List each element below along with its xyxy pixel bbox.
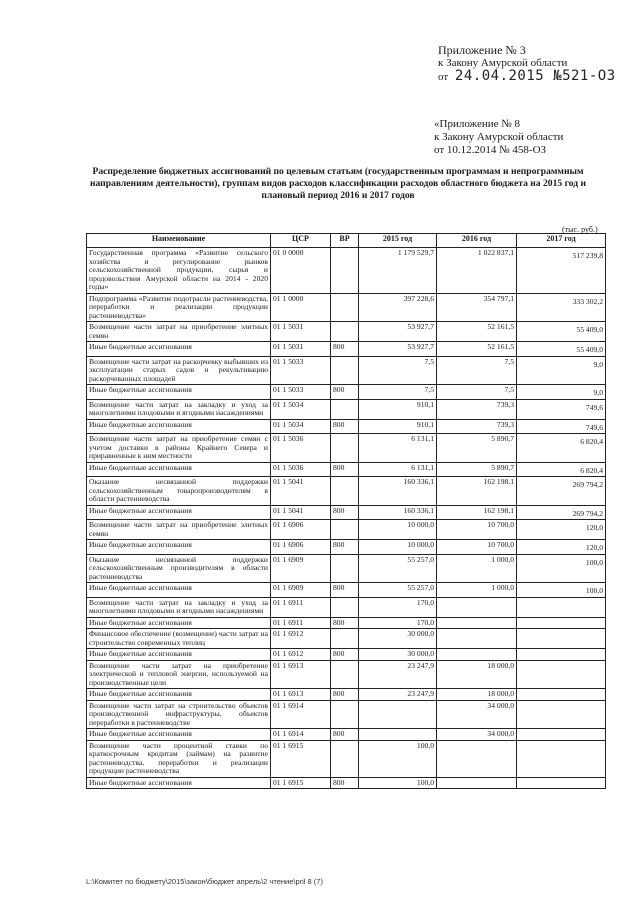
row-vr: 800 — [331, 583, 359, 598]
row-2016: 34 000,0 — [437, 729, 517, 741]
row-2017: 120,0 — [517, 540, 606, 555]
row-vr: 800 — [331, 689, 359, 701]
table-row — [87, 597, 606, 617]
date-prefix: от — [438, 71, 449, 83]
row-2017 — [517, 689, 606, 701]
row-csr: 01 1 6906 — [271, 520, 331, 540]
row-vr — [331, 597, 359, 617]
row-csr: 01 1 6912 — [271, 629, 331, 649]
row-2016 — [437, 649, 517, 661]
date-stamp: 24.04.2015 №521-ОЗ — [454, 68, 616, 84]
row-2017: 749,6 — [517, 399, 606, 419]
row-vr — [331, 700, 359, 729]
appendix-3-label: Приложение № 3 — [438, 43, 526, 57]
row-csr: 01 1 6911 — [271, 617, 331, 629]
row-2016 — [437, 617, 517, 629]
row-name: Возмещение части процентной ставки по краткосрочным кредитам (займам) на развитие растениеводства, переработки и реализации продукции растениеводства — [87, 740, 271, 777]
row-name: Иные бюджетные ассигнования — [87, 617, 271, 629]
table-row — [87, 520, 606, 540]
budget-table — [86, 233, 606, 789]
col-header-name: Наименование — [87, 234, 271, 248]
row-csr: 01 1 6914 — [271, 700, 331, 729]
row-2016: 10 700,0 — [437, 520, 517, 540]
row-csr: 01 1 6915 — [271, 740, 331, 777]
row-2017 — [517, 740, 606, 777]
row-2016: 1 000,0 — [437, 583, 517, 598]
row-2015: 910,1 — [359, 419, 437, 434]
table-row — [87, 385, 606, 400]
row-vr: 800 — [331, 729, 359, 741]
row-name: Иные бюджетные ассигнования — [87, 689, 271, 701]
row-2017: 9,0 — [517, 356, 606, 385]
row-2016: 354 797,1 — [437, 293, 517, 322]
row-csr: 01 1 6915 — [271, 777, 331, 789]
row-2016: 739,3 — [437, 399, 517, 419]
row-2016: 162 198,1 — [437, 477, 517, 506]
row-2017 — [517, 629, 606, 649]
row-name: Возмещение части затрат на закладку и уход за многолетними плодовыми и ягодными насаждениями — [87, 597, 271, 617]
row-name: Иные бюджетные ассигнования — [87, 419, 271, 434]
document-title: Распределение бюджетных ассигнований по целевым статьям (государственным программам и непрограммным направлениям деятельности), группам видов расходов классификации расходов областного бюджета на 2015 год и плановый период 2016 и 2017 годов — [89, 166, 587, 201]
col-header-csr: ЦСР — [271, 234, 331, 248]
row-2015: 170,0 — [359, 617, 437, 629]
row-2016: 1 000,0 — [437, 554, 517, 583]
row-csr: 01 0 0000 — [271, 248, 331, 294]
row-2016: 162 198,1 — [437, 505, 517, 520]
row-csr: 01 1 6911 — [271, 597, 331, 617]
row-2017: 55 409,0 — [517, 342, 606, 357]
row-2015: 6 131,1 — [359, 462, 437, 477]
row-2017 — [517, 649, 606, 661]
row-vr — [331, 293, 359, 322]
row-name: Иные бюджетные ассигнования — [87, 342, 271, 357]
row-csr: 01 1 5036 — [271, 434, 331, 463]
row-name: Возмещение части затрат на закладку и уход за многолетними плодовыми и ягодными насаждениями — [87, 399, 271, 419]
appendix-8-label: «Приложение № 8 — [434, 118, 521, 130]
row-vr: 800 — [331, 777, 359, 789]
table-row — [87, 777, 606, 789]
row-vr — [331, 629, 359, 649]
row-2015: 10 000,0 — [359, 520, 437, 540]
table-body — [87, 248, 606, 789]
row-2017: 517 239,8 — [517, 248, 606, 294]
row-2016: 739,3 — [437, 419, 517, 434]
row-2015: 100,0 — [359, 740, 437, 777]
table-row — [87, 629, 606, 649]
row-vr — [331, 322, 359, 342]
table-row — [87, 356, 606, 385]
col-header-2016: 2016 год — [437, 234, 517, 248]
row-2017: 269 794,2 — [517, 477, 606, 506]
row-2015: 160 336,1 — [359, 477, 437, 506]
appendix-8-header — [434, 118, 563, 157]
row-csr: 01 1 5031 — [271, 322, 331, 342]
row-vr: 800 — [331, 419, 359, 434]
row-csr: 01 1 0000 — [271, 293, 331, 322]
row-vr: 800 — [331, 617, 359, 629]
row-2015: 397 228,6 — [359, 293, 437, 322]
row-2015: 100,0 — [359, 777, 437, 789]
row-name: Иные бюджетные ассигнования — [87, 385, 271, 400]
table-row — [87, 399, 606, 419]
table-row — [87, 729, 606, 741]
row-vr — [331, 399, 359, 419]
col-header-2015: 2015 год — [359, 234, 437, 248]
row-2015: 55 257,0 — [359, 583, 437, 598]
row-name: Оказание несвязанной поддержки сельскохозяйственным товаропроизводителям в области растениеводства — [87, 477, 271, 506]
row-name: Возмещение части затрат на приобретение семян с учетом доставки в районы Крайнего Севера и приравненные к ним местности — [87, 434, 271, 463]
row-2015: 10 000,0 — [359, 540, 437, 555]
law-date-2: от 10.12.2014 № 458-ОЗ — [434, 144, 547, 156]
row-name: Иные бюджетные ассигнования — [87, 649, 271, 661]
col-header-2017: 2017 год — [517, 234, 606, 248]
row-2016: 7,5 — [437, 356, 517, 385]
row-2016: 52 161,5 — [437, 342, 517, 357]
row-2017 — [517, 700, 606, 729]
table-row — [87, 540, 606, 555]
row-name: Возмещение части затрат на раскорчевку выбывших из эксплуатации старых садов и рекультивацию раскорчеванных площадей — [87, 356, 271, 385]
row-2017 — [517, 777, 606, 789]
row-2015: 53 927,7 — [359, 342, 437, 357]
row-csr: 01 1 5041 — [271, 505, 331, 520]
table-row — [87, 583, 606, 598]
appendix-3-header — [438, 44, 616, 84]
row-2015: 7,5 — [359, 385, 437, 400]
row-2017: 55 409,0 — [517, 322, 606, 342]
row-2015: 55 257,0 — [359, 554, 437, 583]
units-label: (тыс. руб.) — [562, 225, 598, 234]
row-csr: 01 1 5034 — [271, 419, 331, 434]
row-2016: 52 161,5 — [437, 322, 517, 342]
row-vr — [331, 356, 359, 385]
row-vr: 800 — [331, 462, 359, 477]
row-2017: 749,6 — [517, 419, 606, 434]
row-csr: 01 1 5033 — [271, 385, 331, 400]
row-vr — [331, 477, 359, 506]
row-name: Государственная программа «Развитие сельского хозяйства и регулирование рынков сельскохозяйственной продукции, сырья и продовольствия Амурской области на 2014 - 2020 годы» — [87, 248, 271, 294]
row-2015: 23 247,9 — [359, 689, 437, 701]
table-row — [87, 477, 606, 506]
row-2016: 18 000,0 — [437, 689, 517, 701]
row-csr: 01 1 6909 — [271, 583, 331, 598]
row-2015: 53 927,7 — [359, 322, 437, 342]
row-2015 — [359, 729, 437, 741]
row-2015: 910,1 — [359, 399, 437, 419]
row-vr — [331, 520, 359, 540]
row-2015: 30 000,0 — [359, 649, 437, 661]
row-2015: 30 000,0 — [359, 629, 437, 649]
row-csr: 01 1 6906 — [271, 540, 331, 555]
row-csr: 01 1 5041 — [271, 477, 331, 506]
row-name: Подпрограмма «Развитие подотрасли растениеводства, переработки и реализации продукции растениеводства» — [87, 293, 271, 322]
table-row — [87, 434, 606, 463]
file-path-footer: L:\Комитет по бюджету\2015\закон\бюджет апрель\2 чтение\pril 8 (7) — [86, 877, 323, 886]
table-row — [87, 554, 606, 583]
row-vr — [331, 434, 359, 463]
row-2017: 100,0 — [517, 554, 606, 583]
row-2017: 333 302,2 — [517, 293, 606, 322]
row-2015: 1 179 529,7 — [359, 248, 437, 294]
table-row — [87, 505, 606, 520]
row-csr: 01 1 6914 — [271, 729, 331, 741]
row-vr: 800 — [331, 342, 359, 357]
row-name: Возмещение части затрат на приобретение элитных семян — [87, 322, 271, 342]
table-row — [87, 689, 606, 701]
row-vr: 800 — [331, 649, 359, 661]
row-name: Оказание несвязанной поддержки сельскохозяйственным производителям в области растениеводства — [87, 554, 271, 583]
table-header-row — [87, 234, 606, 248]
row-2016: 7,5 — [437, 385, 517, 400]
row-vr — [331, 740, 359, 777]
row-vr — [331, 248, 359, 294]
law-date-line — [438, 70, 616, 84]
row-2016: 1 022 837,1 — [437, 248, 517, 294]
table-row — [87, 248, 606, 294]
row-2015: 160 336,1 — [359, 505, 437, 520]
row-name: Финансовое обеспечение (возмещение) части затрат на строительство современных теплиц — [87, 629, 271, 649]
row-2017: 6 820,4 — [517, 462, 606, 477]
row-vr: 800 — [331, 540, 359, 555]
row-vr — [331, 554, 359, 583]
row-name: Возмещение части затрат на приобретение электрической и тепловой энергии, используемой на производственные цели — [87, 660, 271, 689]
law-label-2: к Закону Амурской области — [434, 131, 564, 143]
row-csr: 01 1 5036 — [271, 462, 331, 477]
table-row — [87, 342, 606, 357]
row-name: Иные бюджетные ассигнования — [87, 777, 271, 789]
row-name: Иные бюджетные ассигнования — [87, 540, 271, 555]
row-2015: 170,0 — [359, 597, 437, 617]
row-name: Возмещение части затрат на строительство объектов производственной инфраструктуры, объектов переработки в растениеводстве — [87, 700, 271, 729]
law-label: к Закону Амурской области — [438, 57, 568, 69]
row-2017: 6 820,4 — [517, 434, 606, 463]
table-row — [87, 649, 606, 661]
row-2015 — [359, 700, 437, 729]
row-2017: 9,0 — [517, 385, 606, 400]
table-row — [87, 740, 606, 777]
table-row — [87, 660, 606, 689]
row-csr: 01 1 5034 — [271, 399, 331, 419]
table-row — [87, 419, 606, 434]
row-name: Иные бюджетные ассигнования — [87, 462, 271, 477]
row-2016 — [437, 777, 517, 789]
table-row — [87, 462, 606, 477]
row-name: Возмещение части затрат на приобретение элитных семян — [87, 520, 271, 540]
row-2016: 34 000,0 — [437, 700, 517, 729]
row-2016: 5 890,7 — [437, 434, 517, 463]
row-name: Иные бюджетные ассигнования — [87, 729, 271, 741]
row-2017 — [517, 729, 606, 741]
row-2016 — [437, 597, 517, 617]
row-2016: 18 000,0 — [437, 660, 517, 689]
row-2016: 10 700,0 — [437, 540, 517, 555]
row-2017 — [517, 660, 606, 689]
table-row — [87, 617, 606, 629]
row-csr: 01 1 5031 — [271, 342, 331, 357]
col-header-vr: ВР — [331, 234, 359, 248]
row-2016 — [437, 740, 517, 777]
table-row — [87, 700, 606, 729]
row-2015: 6 131,1 — [359, 434, 437, 463]
row-2017: 100,0 — [517, 583, 606, 598]
row-2015: 7,5 — [359, 356, 437, 385]
row-2017: 269 794,2 — [517, 505, 606, 520]
row-name: Иные бюджетные ассигнования — [87, 583, 271, 598]
row-csr: 01 1 6912 — [271, 649, 331, 661]
row-csr: 01 1 6909 — [271, 554, 331, 583]
row-2016: 5 890,7 — [437, 462, 517, 477]
row-name: Иные бюджетные ассигнования — [87, 505, 271, 520]
table-row — [87, 322, 606, 342]
row-csr: 01 1 6913 — [271, 660, 331, 689]
row-vr: 800 — [331, 385, 359, 400]
row-vr — [331, 660, 359, 689]
row-csr: 01 1 5033 — [271, 356, 331, 385]
row-2017 — [517, 617, 606, 629]
row-2015: 23 247,9 — [359, 660, 437, 689]
row-vr: 800 — [331, 505, 359, 520]
table-row — [87, 293, 606, 322]
row-2017: 120,0 — [517, 520, 606, 540]
row-2016 — [437, 629, 517, 649]
row-2017 — [517, 597, 606, 617]
row-csr: 01 1 6913 — [271, 689, 331, 701]
